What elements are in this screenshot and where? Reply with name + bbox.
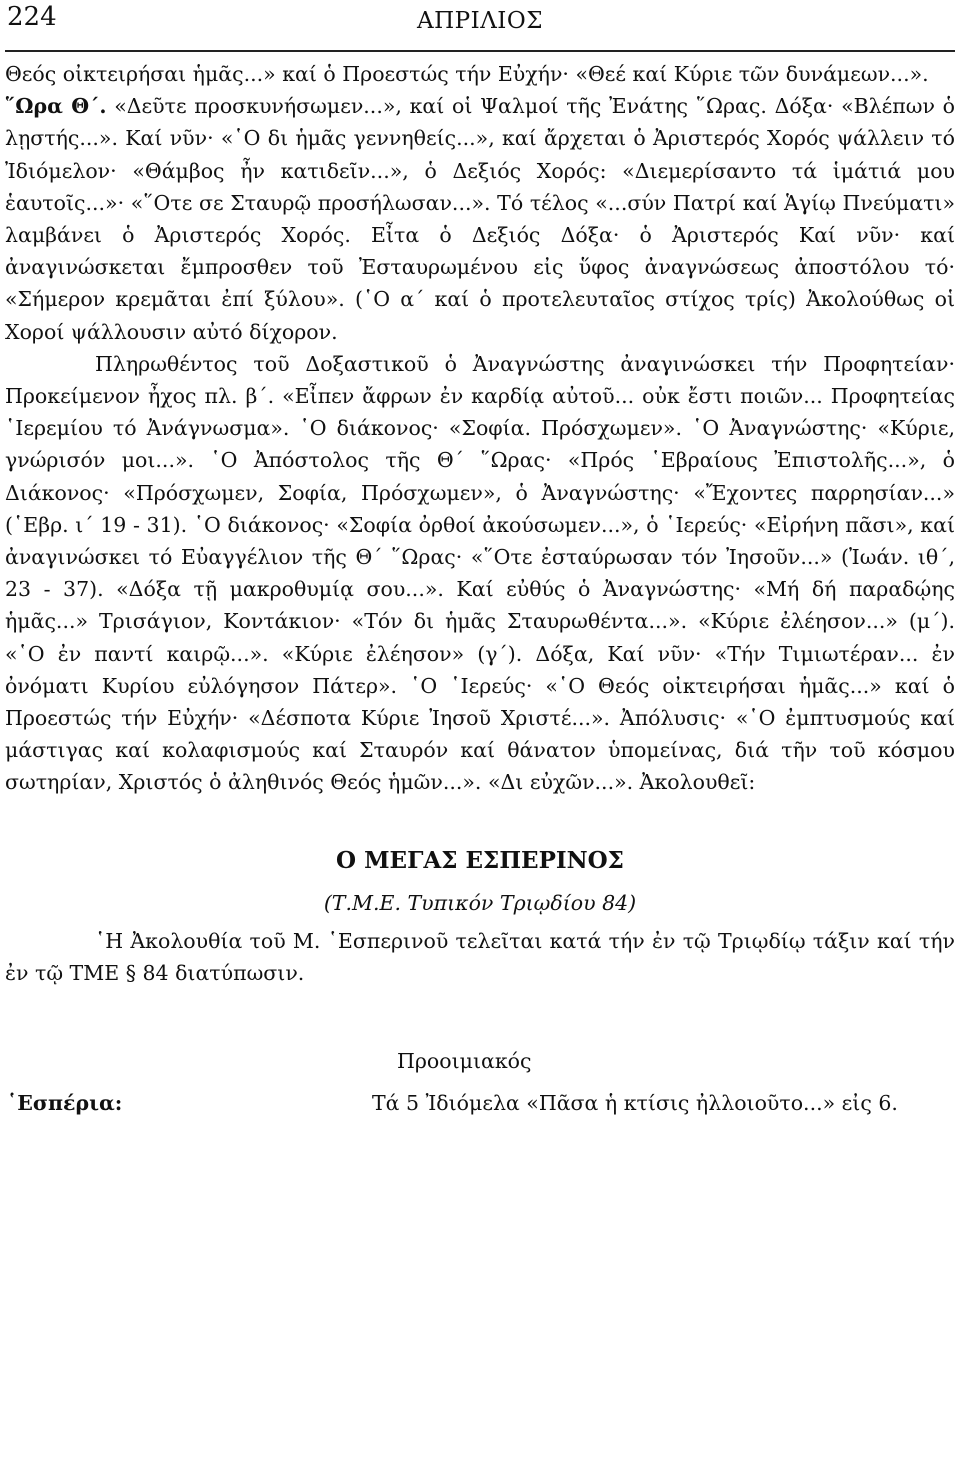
paragraph-2-text: «Δεῦτε προσκυνήσωμεν...», καί οἱ Ψαλμοί τῆς Ἐνάτης ῞Ωρας. Δόξα· «Βλέπων ὁ λῃστής...». Καί νῦν· «῾Ο δι ἡμᾶς γεννηθείς...», καί ἄρχεται ὁ Ἀριστερός Χορός ψάλλειν τό Ἰδιόμελον· «Θάμβος ἦν κατιδεῖν...», ὁ Δεξιός Χορός: «Διεμερίσαντο τά ἱμάτιά μου ἑαυτοῖς...»· «῞Οτε σε Σταυρῷ προσήλωσαν...». Τό τέλος «...σύν Πατρί καί Ἁγίῳ Πνεύματι» λαμβάνει ὁ Ἀριστερός Χορός. Εἶτα ὁ Δεξιός Δόξα· ὁ Ἀριστερός Καί νῦν· καί ἀναγινώσκεται ἔμπροσθεν τοῦ Ἐσταυρωμένου εἰς ὕφος ἀναγνώσεως ἀποστόλου τό· «Σήμερον κρεμᾶται ἐπί ξύλου». (῾Ο α΄ καί ὁ προτελευταῖος στίχος τρίς) Ἀκολούθως οἱ Χοροί ψάλλουσιν αὐτό δίχορον. — [5, 94, 955, 344]
section-note: ῾Η Ἀκολουθία τοῦ Μ. ῾Εσπερινοῦ τελεῖται κατά τήν ἐν τῷ Τριῳδίῳ τάξιν καί τήν ἐν τῷ ΤΜΕ § 84 διατύπωσιν. — [5, 928, 955, 985]
paragraph-1: Θεός οἰκτειρήσαι ἡμᾶς...» καί ὁ Προεστώς τήν Εὐχήν· «Θεέ καί Κύριε τῶν δυνάμεων...». — [5, 62, 929, 86]
prooimiakos-heading: Προοιμιακός — [397, 1049, 532, 1074]
hesperia-row — [5, 1087, 955, 1157]
hesperia-label: ῾Εσπέρια: — [7, 1091, 123, 1116]
page-number: 224 — [7, 2, 57, 32]
running-head: ΑΠΡΙΛΙΟΣ — [416, 8, 544, 34]
paragraph-2 — [5, 90, 955, 348]
section-title: Ο ΜΕΓΑΣ ΕΣΠΕΡΙΝΟΣ — [336, 846, 624, 874]
hesperia-text: Τά 5 Ἰδιόμελα «Πᾶσα ἡ κτίσις ἠλλοιοῦτο...» εἰς 6. — [372, 1091, 898, 1116]
section-subtitle: (Τ.Μ.Ε. Τυπικόν Τριῳδίου 84) — [323, 890, 637, 915]
paragraph-2-lead: ῞Ωρα Θ΄. — [5, 94, 107, 119]
paragraph-3: Πληρωθέντος τοῦ Δοξαστικοῦ ὁ Ἀναγνώστης ἀναγινώσκει τήν Προφητείαν· Προκείμενον ἦχος πλ. β΄. «Εἶπεν ἄφρων ἐν καρδίᾳ αὐτοῦ... οὐκ ἔστι ποιῶν... Προφητείας ῾Ιερεμίου τό Ἀνάγνωσμα». ῾Ο διάκονος· «Σοφία. Πρόσχωμεν». ῾Ο Ἀναγνώστης· «Κύριε, γνώρισόν μοι...». ῾Ο Ἀπόστολος τῆς Θ΄ ῞Ωρας· «Πρός ῾Εβραίους Ἐπιστολῆς...», ὁ Διάκονος· «Πρόσχωμεν, Σοφία, Πρόσχωμεν», ὁ Ἀναγνώστης· «Ἔχοντες παρρησίαν...» (῾Εβρ. ι΄ 19 - 31). ῾Ο διάκονος· «Σοφία ὀρθοί ἀκούσωμεν...», ὁ ῾Ιερεύς· «Εἰρήνη πᾶσι», καί ἀναγινώσκει τό Εὐαγγέλιον τῆς Θ΄ ῞Ωρας· «῞Οτε ἐσταύρωσαν τόν Ἰησοῦν...» (Ἰωάν. ιθ΄, 23 - 37). «Δόξα τῇ μακροθυμίᾳ σου...». Καί εὐθύς ὁ Ἀναγνώστης· «Μή δή παραδῴης ἡμᾶς...» Τρισάγιον, Κοντάκιον· «Τόν δι ἡμᾶς Σταυρωθέντα...». «Κύριε ἐλέησον...» (μ΄). «῾Ο ἐν παντί καιρῷ...». «Κύριε ἐλέησον» (γ΄). Δόξα, Καί νῦν· «Τήν Τιμιωτέραν... ἐν ὀνόματι Κυρίου εὐλόγησον Πάτερ». ῾Ο ῾Ιερεύς· «῾Ο Θεός οἰκτειρήσαι ἡμᾶς...» καί ὁ Προεστώς τήν Εὐχήν· «Δέσποτα Κύριε Ἰησοῦ Χριστέ...». Ἀπόλυσις· «῾Ο ἐμπτυσμούς καί μάστιγας καί κολαφισμούς καί Σταυρόν καί θάνατον ὑπομείνας, διά τῆν τοῦ κόσμου σωτηρίαν, Χριστός ὁ ἀληθινός Θεός ἡμῶν...». «Δι εὐχῶν...». Ἀκολουθεῖ: — [5, 351, 955, 795]
body-text — [5, 52, 955, 799]
page-header — [5, 0, 955, 52]
